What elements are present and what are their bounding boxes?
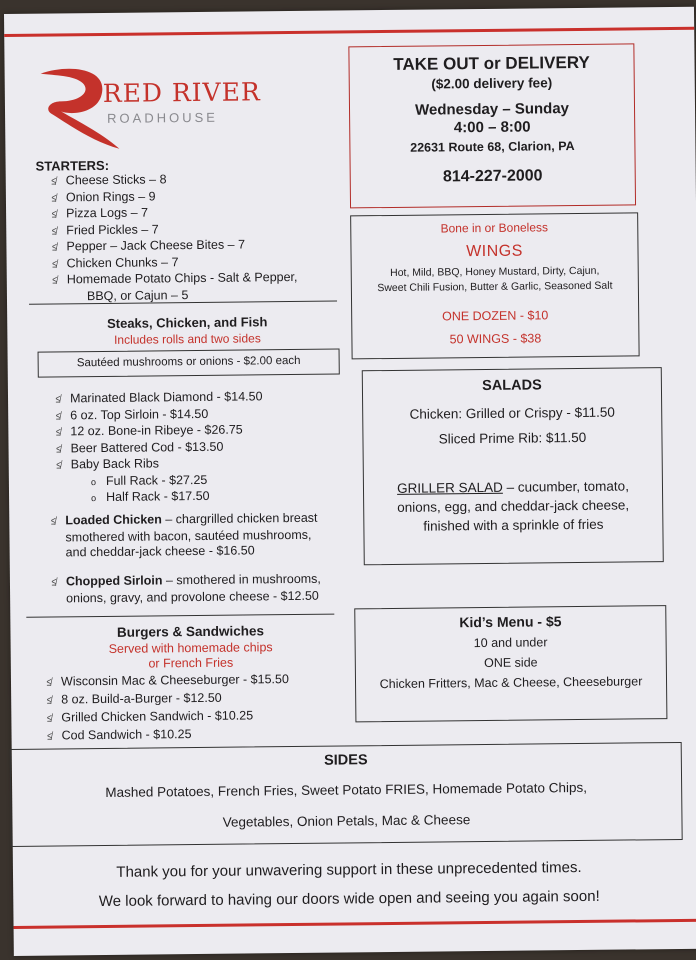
list-item: ≰ Grilled Chicken Sandwich - $10.25 <box>45 707 289 728</box>
top-red-border <box>4 27 694 37</box>
burgers-subtitle-1: Served with homemade chips <box>108 640 273 656</box>
rib-option-label: Full Rack - $27.25 <box>105 472 208 488</box>
list-item: ≰ Fried Pickles – 7 <box>50 220 297 239</box>
list-item: ≰ 8 oz. Build-a-Burger - $12.50 <box>45 689 289 710</box>
sides-box <box>10 742 683 847</box>
list-item: ≰ Pepper – Jack Cheese Bites – 7 <box>50 237 297 256</box>
list-item: ≰ Marinated Black Diamond - $14.50 <box>54 389 263 408</box>
salad-chicken: Chicken: Grilled or Crispy - $11.50 <box>409 404 615 422</box>
list-item: ≰ Chicken Chunks – 7 <box>51 253 298 272</box>
wings-flavors-line-2: Sweet Chili Fusion, Butter & Garlic, Seasoned Salt <box>377 279 613 295</box>
chopped-sirloin-desc: – smothered in mushrooms, <box>162 571 321 588</box>
addon-text: Sautéed mushrooms or onions - $2.00 each <box>76 354 301 370</box>
burgers-title: Burgers & Sandwiches <box>116 623 265 640</box>
delivery-fee: ($2.00 delivery fee) <box>431 75 553 92</box>
griller-salad-line-2: onions, egg, and cheddar-jack cheese, <box>397 497 630 515</box>
list-item: ≰ Cod Sandwich - $10.25 <box>45 725 289 746</box>
addon-box <box>38 349 340 378</box>
circle-bullet-icon: o <box>91 493 97 504</box>
starters-heading: STARTERS: <box>35 157 110 174</box>
kids-menu-age: 10 and under <box>473 635 548 651</box>
bottom-red-border <box>14 919 696 929</box>
rib-option <box>55 488 264 507</box>
loaded-chicken <box>49 511 318 561</box>
divider <box>26 614 334 618</box>
list-item: ≰ 12 oz. Bone-in Ribeye - $26.75 <box>54 422 263 441</box>
griller-salad <box>364 476 663 536</box>
address: 22631 Route 68, Clarion, PA <box>410 139 575 155</box>
wings-bone-option: Bone in or Boneless <box>440 220 549 236</box>
wings-dozen-price: ONE DOZEN - $10 <box>441 308 549 324</box>
takeout-box <box>348 43 636 208</box>
salad-prime-rib: Sliced Prime Rib: $11.50 <box>438 429 587 447</box>
list-item-continued: BBQ, or Cajun – 5 <box>86 287 189 303</box>
starters-list <box>50 171 298 305</box>
footer-reopen: We look forward to having our doors wide open and seeing you again soon! <box>98 887 600 911</box>
wings-flavors-line-1: Hot, Mild, BBQ, Honey Mustard, Dirty, Cajun, <box>390 264 600 279</box>
kids-menu-side: ONE side <box>483 655 538 671</box>
list-item: ≰ Homemade Potato Chips - Salt & Pepper, <box>51 270 298 289</box>
menu-page <box>4 7 696 956</box>
wings-title: WINGS <box>466 242 523 261</box>
chopped-sirloin <box>50 572 321 607</box>
list-item: ≰ Pizza Logs – 7 <box>50 204 297 223</box>
list-item: ≰ 6 oz. Top Sirloin - $14.50 <box>54 406 263 425</box>
logo <box>31 59 272 152</box>
logo-subtitle: ROADHOUSE <box>107 109 218 126</box>
list-item: ≰ Baby Back Ribs <box>55 455 264 474</box>
list-item: ≰ Wisconsin Mac & Cheeseburger - $15.50 <box>45 671 289 692</box>
phone-number: 814-227-2000 <box>442 167 543 186</box>
wings-box <box>350 212 639 359</box>
footer-thanks: Thank you for your unwavering support in these unprecedented times. <box>116 858 582 881</box>
loaded-chicken-name: Loaded Chicken <box>65 512 162 528</box>
chopped-sirloin-name: Chopped Sirloin <box>65 573 163 589</box>
sides-title: SIDES <box>323 752 368 769</box>
open-days: Wednesday – Sunday <box>414 100 570 119</box>
list-item: ≰ Onion Rings – 9 <box>50 187 297 206</box>
loaded-chicken-desc: – chargrilled chicken breast <box>161 510 318 527</box>
kids-menu-box <box>354 605 667 722</box>
steaks-list <box>54 389 264 507</box>
griller-salad-desc: – cucumber, tomato, <box>502 478 629 495</box>
sides-line-2: Vegetables, Onion Petals, Mac & Cheese <box>222 812 471 830</box>
rib-option-label: Half Rack - $17.50 <box>106 488 210 504</box>
burgers-subtitle-2: or French Fries <box>148 655 234 671</box>
salads-box <box>362 367 664 565</box>
chopped-sirloin-line-2: onions, gravy, and provolone cheese - $12.50 <box>66 588 319 605</box>
takeout-title: TAKE OUT or DELIVERY <box>393 52 590 74</box>
circle-bullet-icon: o <box>90 476 96 487</box>
burgers-list <box>45 671 290 746</box>
wings-fifty-price: 50 WINGS - $38 <box>449 331 542 347</box>
logo-name: RED RIVER <box>102 77 261 108</box>
open-hours: 4:00 – 8:00 <box>453 118 531 137</box>
steaks-title: Steaks, Chicken, and Fish <box>106 314 268 331</box>
list-item: ≰ Beer Battered Cod - $13.50 <box>54 439 263 458</box>
kids-menu-title: Kid’s Menu - $5 <box>459 613 562 631</box>
steaks-subtitle: Includes rolls and two sides <box>113 331 261 347</box>
sides-line-1: Mashed Potatoes, French Fries, Sweet Potato FRIES, Homemade Potato Chips, <box>105 779 588 800</box>
griller-salad-name: GRILLER SALAD <box>396 479 503 496</box>
list-item: ≰ Cheese Sticks – 8 <box>50 171 297 190</box>
loaded-chicken-line-2: smothered with bacon, sautéed mushrooms, <box>65 527 312 544</box>
griller-salad-line-3: finished with a sprinkle of fries <box>423 516 604 534</box>
salads-title: SALADS <box>482 377 542 395</box>
loaded-chicken-line-3: and cheddar-jack cheese - $16.50 <box>65 543 255 560</box>
kids-menu-items: Chicken Fritters, Mac & Cheese, Cheeseburger <box>379 674 643 692</box>
